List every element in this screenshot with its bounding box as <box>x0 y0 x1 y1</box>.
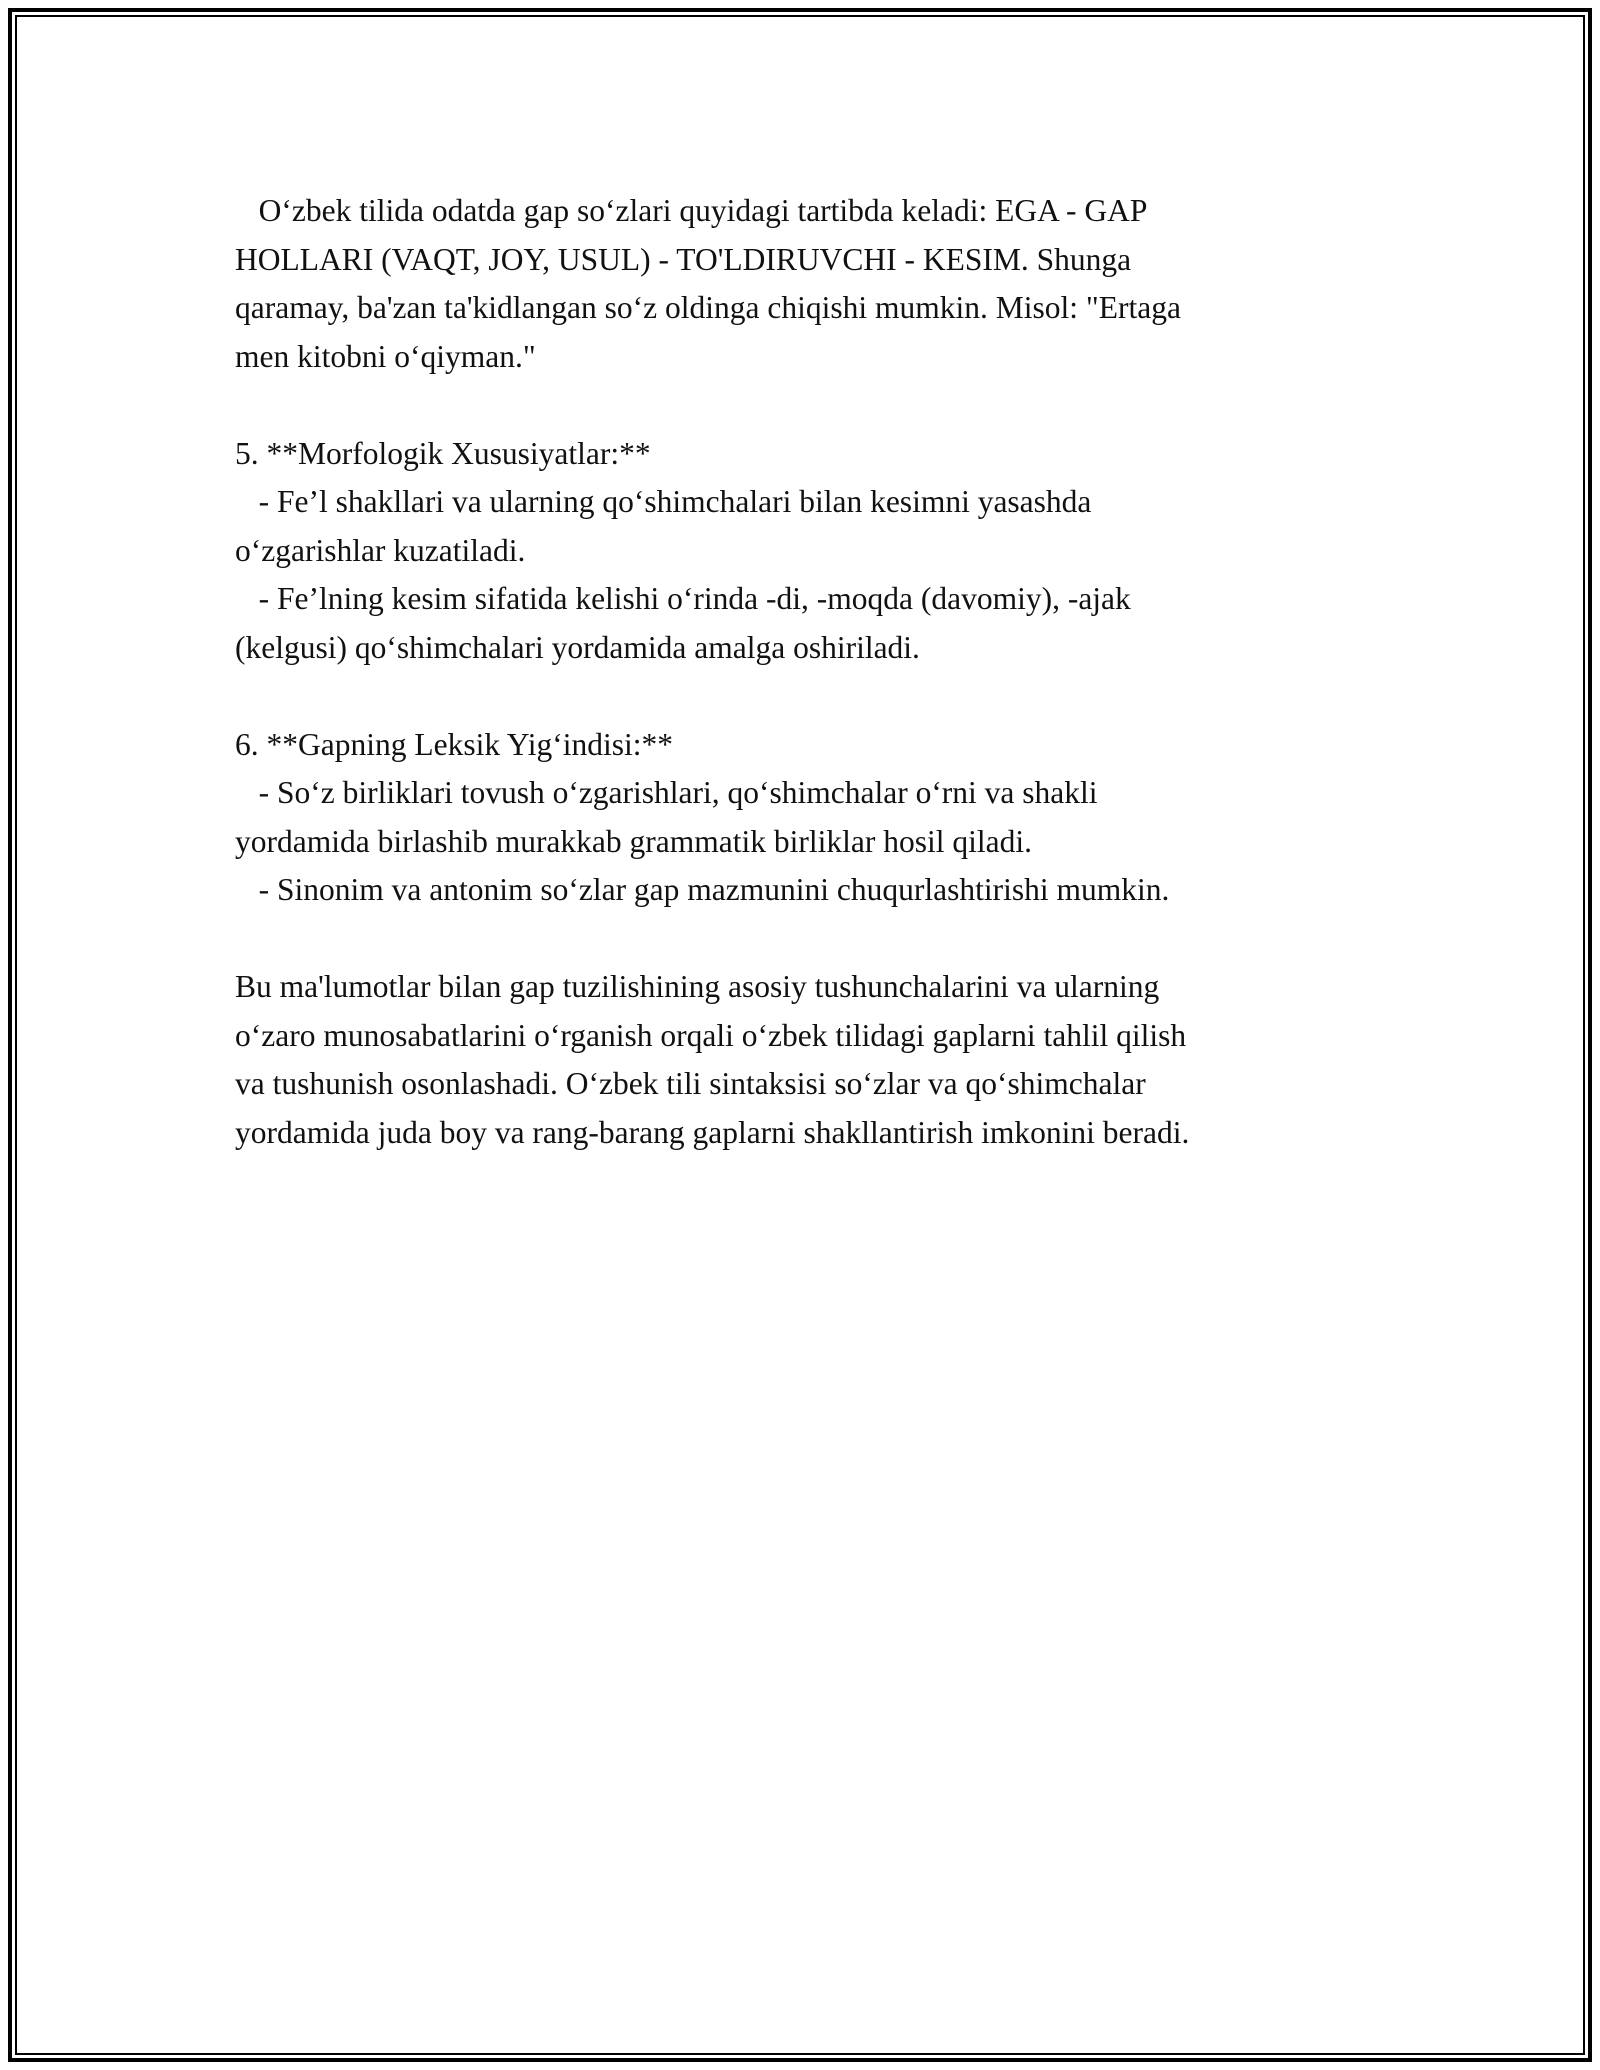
section-leksik <box>235 721 1365 915</box>
text-line: yordamida birlashib murakkab grammatik birliklar hosil qiladi. <box>235 823 1032 859</box>
section-morfologik <box>235 430 1365 673</box>
text-line: HOLLARI (VAQT, JOY, USUL) - TO'LDIRUVCHI - KESIM. Shunga <box>235 241 1132 277</box>
text-line: (kelgusi) qoʻshimchalari yordamida amalga oshiriladi. <box>235 629 920 665</box>
paragraph-spacer <box>235 915 1365 964</box>
paragraph-spacer <box>235 672 1365 721</box>
text-line: yordamida juda boy va rang-barang gaplarni shakllantirish imkonini beradi. <box>235 1114 1190 1150</box>
text-line: Oʻzbek tilida odatda gap soʻzlari quyidagi tartibda keladi: EGA - GAP <box>235 193 1148 228</box>
text-line: qaramay, ba'zan ta'kidlangan soʻz oldinga chiqishi mumkin. Misol: "Ertaga <box>235 290 1181 325</box>
text-line: Bu ma'lumotlar bilan gap tuzilishining asosiy tushunchalarini va ularning <box>235 969 1160 1004</box>
text-line: - Fe’l shakllari va ularning qoʻshimchalari bilan kesimni yasashda <box>235 484 1092 519</box>
text-line: oʻzaro munosabatlarini oʻrganish orqali oʻzbek tilidagi gaplarni tahlil qilish <box>235 1017 1187 1053</box>
text-line: va tushunish osonlashadi. Oʻzbek tili sintaksisi soʻzlar va qoʻshimchalar <box>235 1066 1146 1101</box>
section-heading: 6. **Gapning Leksik Yigʻindisi:** <box>235 726 674 762</box>
section-heading: 5. **Morfologik Xususiyatlar:** <box>235 435 651 471</box>
text-line: - Sinonim va antonim soʻzlar gap mazmunini chuqurlashtirishi mumkin. <box>235 872 1170 907</box>
text-line: men kitobni oʻqiyman." <box>235 338 536 374</box>
paragraph-word-order <box>235 187 1365 381</box>
text-line: - Soʻz birliklari tovush oʻzgarishlari, qoʻshimchalar oʻrni va shakli <box>235 775 1098 810</box>
document-body <box>235 187 1365 1157</box>
paragraph-spacer <box>235 381 1365 430</box>
paragraph-conclusion <box>235 963 1365 1157</box>
text-line: - Fe’lning kesim sifatida kelishi oʻrinda -di, -moqda (davomiy), -ajak <box>235 581 1131 616</box>
text-line: oʻzgarishlar kuzatiladi. <box>235 532 526 568</box>
